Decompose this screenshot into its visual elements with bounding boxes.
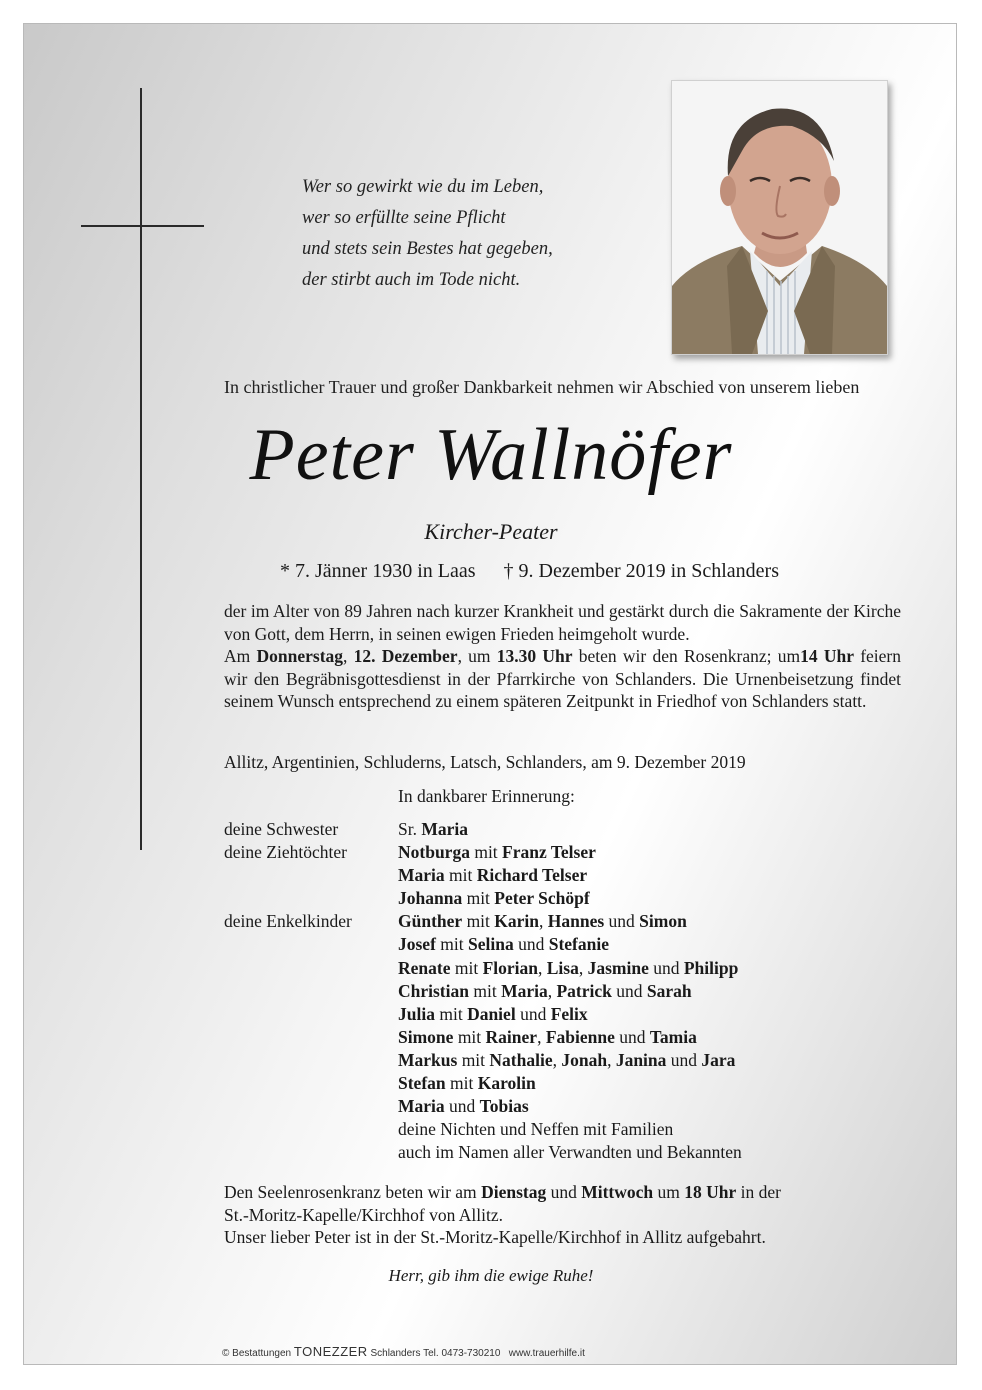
bold-span: Simon <box>639 911 687 932</box>
relative-label-empty <box>224 887 398 910</box>
text-span: , <box>539 911 548 932</box>
relative-label-empty <box>224 1118 398 1141</box>
bold-span: Stefanie <box>548 934 609 955</box>
relative-names <box>398 1003 588 1026</box>
bold-span: Notburga <box>398 842 470 863</box>
relative-names <box>398 841 596 864</box>
text-span: und <box>546 1182 582 1202</box>
bold-span: Maria <box>501 980 548 1001</box>
bold-span: Johanna <box>398 888 463 909</box>
bold-span: Stefan <box>398 1073 446 1094</box>
bold-span: Markus <box>398 1049 458 1070</box>
relative-names <box>398 864 587 887</box>
nephews-line: deine Nichten und Neffen mit Familien <box>398 1119 674 1140</box>
relative-label-empty <box>224 933 398 956</box>
intro-text: In christlicher Trauer und großer Dankbarkeit nehmen wir Abschied von unserem lieben <box>224 377 860 397</box>
relative-names <box>398 1072 536 1095</box>
bold-span: Philipp <box>683 957 739 978</box>
text-span: mit <box>435 934 468 955</box>
rosary-info <box>224 1181 844 1249</box>
text-span: , <box>552 1049 562 1070</box>
bold-span: Rainer <box>485 1026 538 1047</box>
text-span: mit <box>450 957 483 978</box>
relative-names <box>398 887 590 910</box>
bold-span: Jonah <box>561 1049 608 1070</box>
relative-label-empty <box>224 1072 398 1095</box>
relative-row <box>224 841 742 864</box>
bold-span: Franz Telser <box>502 842 596 863</box>
text-span: mit <box>444 865 477 886</box>
relative-row <box>224 864 742 887</box>
bold-span: Maria <box>421 819 469 839</box>
text-span: , <box>538 957 547 978</box>
bold-span: Patrick <box>556 980 612 1001</box>
relative-row <box>224 1003 742 1026</box>
verse-line: Wer so gewirkt wie du im Leben, <box>302 177 544 197</box>
bold-span: Karolin <box>477 1073 536 1094</box>
relative-label-empty <box>224 1049 398 1072</box>
bold-span: Donnerstag <box>256 646 344 666</box>
text-span: mit <box>457 1049 490 1070</box>
portrait-photo <box>671 80 888 355</box>
bold-span: Florian <box>482 957 538 978</box>
text-span: , <box>607 1049 616 1070</box>
relative-row <box>224 1095 742 1118</box>
text-span: mit <box>445 1073 478 1094</box>
verse-line: und stets sein Bestes hat gegeben, <box>302 239 553 259</box>
relative-row <box>224 818 742 841</box>
text-span: , <box>537 1026 546 1047</box>
text-span: mit <box>462 911 495 932</box>
deceased-nickname: Kircher-Peater <box>424 519 558 544</box>
life-dates <box>280 560 779 583</box>
birth-date: * 7. Jänner 1930 in Laas <box>280 560 476 582</box>
text-span: mit <box>462 888 495 909</box>
relative-names <box>398 1049 735 1072</box>
funeral-details <box>224 645 901 713</box>
deceased-name: Peter Wallnöfer <box>249 414 733 496</box>
bold-span: Josef <box>398 934 436 955</box>
relative-row <box>224 1049 742 1072</box>
bold-span: Simone <box>398 1026 454 1047</box>
text-span: um <box>653 1182 685 1202</box>
text-span: , <box>343 646 354 666</box>
rosary-line: St.-Moritz-Kapelle/Kirchhof von Allitz. <box>224 1204 503 1225</box>
text-span: mit <box>468 980 502 1001</box>
firm-name: TONEZZER <box>293 1344 368 1359</box>
rosary-line: Unser lieber Peter ist in der St.-Moritz-Kapelle/Kirchhof in Allitz aufgebahrt. <box>224 1227 766 1247</box>
text-span: , um <box>457 646 497 666</box>
relative-row <box>224 1118 742 1141</box>
relative-label: deine Schwester <box>224 819 339 839</box>
bold-span: Tobias <box>479 1096 529 1117</box>
bold-span: Fabienne <box>545 1026 615 1047</box>
bold-span: Karin <box>494 911 540 932</box>
relatives-list <box>224 818 742 1164</box>
text-span: Den Seelenrosenkranz beten wir am <box>224 1182 482 1202</box>
text-span: , <box>547 980 557 1001</box>
relative-row <box>224 980 742 1003</box>
text-span: Sr. <box>398 819 422 839</box>
text-span: mit <box>469 842 503 863</box>
text-span: mit <box>434 1003 468 1024</box>
relative-names <box>398 818 468 841</box>
relative-label: deine Ziehtöchter <box>224 842 347 863</box>
bold-span: Lisa <box>546 957 579 978</box>
website-link: www.trauerhilfe.it <box>500 1348 585 1359</box>
relative-row <box>224 1072 742 1095</box>
bold-span: Renate <box>398 957 451 978</box>
bold-span: Julia <box>398 1003 435 1024</box>
phone-number: Tel. 0473-730210 <box>420 1348 501 1359</box>
portrait-figure-icon <box>672 81 887 354</box>
relative-label-empty <box>224 980 398 1003</box>
text-span: und <box>444 1096 480 1117</box>
relative-row <box>224 957 742 980</box>
relative-names <box>398 1095 529 1118</box>
rosary-line <box>224 1181 844 1204</box>
footer-imprint <box>222 1344 585 1359</box>
relative-names <box>398 980 692 1003</box>
death-date: † 9. Dezember 2019 in Schlanders <box>503 560 779 582</box>
bold-span: Jara <box>701 1049 736 1070</box>
bold-span: Günther <box>398 911 463 932</box>
bold-span: 14 Uhr <box>800 646 854 666</box>
relative-names <box>398 1026 697 1049</box>
text-span: und <box>515 1003 551 1024</box>
relative-row <box>224 933 742 956</box>
text-span: feiern wir den Begräbnisgottesdienst in der Pfarrkirche von Schlanders. Die Urnenbeisetzung findet seinem Wunsch entsprechend zu einem späteren Zeitpunkt in Friedhof von Schlanders statt. <box>224 646 902 711</box>
relative-row <box>224 1026 742 1049</box>
closing-prayer: Herr, gib ihm die ewige Ruhe! <box>388 1266 594 1285</box>
bold-span: 12. Dezember <box>353 646 458 666</box>
relative-label: deine Enkelkinder <box>224 911 352 932</box>
text-span: Schlanders <box>367 1348 421 1359</box>
bold-span: Felix <box>550 1003 588 1024</box>
bold-span: Dienstag <box>481 1182 547 1202</box>
relative-label-empty <box>224 1095 398 1118</box>
text-span: © Bestattungen <box>222 1348 294 1359</box>
all-relatives-line: auch im Namen aller Verwandten und Bekannten <box>398 1142 742 1163</box>
bold-span: Nathalie <box>489 1049 553 1070</box>
bold-span: Peter Schöpf <box>494 888 590 909</box>
bold-span: 13.30 Uhr <box>496 646 573 666</box>
relative-row <box>224 887 742 910</box>
bold-span: Hannes <box>547 911 605 932</box>
cross-horizontal-bar <box>81 225 204 227</box>
bold-span: Richard Telser <box>476 865 588 886</box>
relative-names <box>398 910 687 933</box>
memorial-verse <box>302 172 642 296</box>
place-date: Allitz, Argentinien, Schluderns, Latsch, Schlanders, am 9. Dezember 2019 <box>224 752 746 772</box>
relative-label-empty <box>224 1003 398 1026</box>
bold-span: Sarah <box>646 980 692 1001</box>
relative-names <box>398 957 738 980</box>
bold-span: Selina <box>468 934 514 955</box>
text-span: Am <box>224 646 257 666</box>
text-span: und <box>648 957 684 978</box>
verse-line: wer so erfüllte seine Pflicht <box>302 208 506 228</box>
announcement-text <box>224 600 901 713</box>
text-span: und <box>611 980 647 1001</box>
text-span: und <box>513 934 549 955</box>
bold-span: Maria <box>398 1096 445 1117</box>
bold-span: Daniel <box>467 1003 516 1024</box>
bold-span: Janina <box>615 1049 667 1070</box>
text-span: beten wir den Rosenkranz; um <box>572 646 801 666</box>
verse-line: der stirbt auch im Tode nicht. <box>302 270 521 290</box>
announcement-paragraph: der im Alter von 89 Jahren nach kurzer Krankheit und gestärkt durch die Sakramente der Kirche von Gott, dem Herrn, in seinen ewigen Frieden heimgeholt wurde. <box>224 601 901 644</box>
bold-span: Mittwoch <box>581 1182 654 1202</box>
text-span: in der <box>736 1182 781 1202</box>
bold-span: Tamia <box>649 1026 697 1047</box>
relative-row <box>224 1141 742 1164</box>
relative-label-empty <box>224 864 398 887</box>
text-span: mit <box>453 1026 486 1047</box>
relative-label-empty <box>224 1026 398 1049</box>
text-span: , <box>578 957 588 978</box>
relative-names <box>398 933 609 956</box>
text-span: und <box>604 911 640 932</box>
bold-span: Jasmine <box>587 957 649 978</box>
bold-span: 18 Uhr <box>684 1182 737 1202</box>
text-span: und <box>666 1049 702 1070</box>
relative-label-empty <box>224 1141 398 1164</box>
relative-row <box>224 910 742 933</box>
bold-span: Maria <box>398 865 445 886</box>
text-span: und <box>614 1026 650 1047</box>
relative-label-empty <box>224 957 398 980</box>
memory-heading: In dankbarer Erinnerung: <box>398 786 575 806</box>
bold-span: Christian <box>398 980 469 1001</box>
